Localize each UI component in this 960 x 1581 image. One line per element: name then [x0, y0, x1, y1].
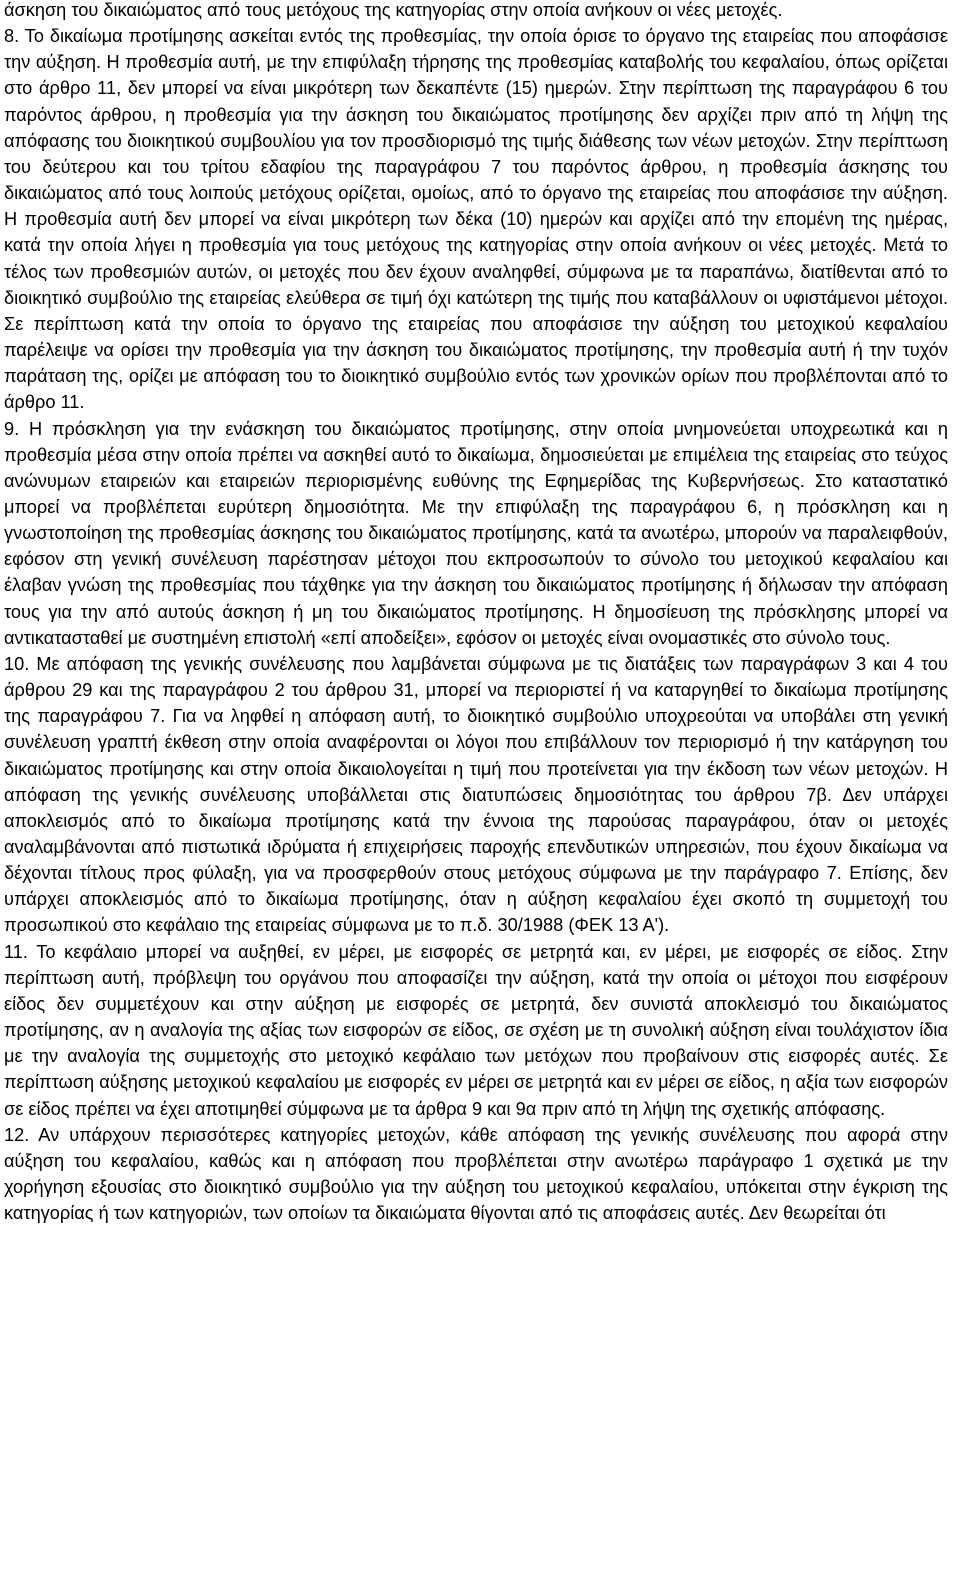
paragraph-7-continuation: άσκηση του δικαιώματος από τους μετόχους της κατηγορίας στην οποία ανήκουν οι νέες μετοχές. [4, 0, 783, 20]
paragraph-11: 11. Το κεφάλαιο μπορεί να αυξηθεί, εν μέρει, με εισφορές σε μετρητά και, εν μέρει, με εισφορές σε είδος. Στην περίπτωση αυτή, πρόβλεψη του οργάνου που αποφασίζει την αύξηση, κατά την οποία οι μέτοχοι που εισφέρουν είδος δεν συμμετέχουν και στην αύξηση με εισφορές σε μετρητά, δεν συνιστά αποκλεισμό του δικαιώματος προτίμησης, αν η αναλογία της αξίας των εισφορών σε είδος, σε σχέση με τη συνολική αύξηση είναι τουλάχιστον ίδια με την αναλογία της συμμετοχής στο μετοχικό κεφάλαιο των μετόχων που προβαίνουν στις εισφορές αυτές. Σε περίπτωση αύξησης μετοχικού κεφαλαίου με εισφορές εν μέρει σε μετρητά και εν μέρει σε είδος, η αξία των εισφορών σε είδος πρέπει να έχει αποτιμηθεί σύμφωνα με τα άρθρα 9 και 9α πριν από τη λήψη της σχετικής απόφασης. [4, 941, 948, 1119]
paragraph-8: 8. Το δικαίωμα προτίμησης ασκείται εντός της προθεσμίας, την οποία όρισε το όργανο της εταιρείας που αποφάσισε την αύξηση. Η προθεσμία αυτή, με την επιφύλαξη τήρησης της προθεσμίας καταβολής του κεφαλαίου, όπως ορίζεται στο άρθρο 11, δεν μπορεί να είναι μικρότερη των δεκαπέντε (15) ημερών. Στην περίπτωση της παραγράφου 6 του παρόντος άρθρου, η προθεσμία για την άσκηση του δικαιώματος προτίμησης δεν αρχίζει πριν από τη λήψη της απόφασης του διοικητικού συμβουλίου για τον προσδιορισμό της τιμής διάθεσης των νέων μετοχών. Στην περίπτωση του δεύτερου και του τρίτου εδαφίου της παραγράφου 7 του παρόντος άρθρου, η προθεσμία άσκησης του δικαιώματος από τους λοιπούς μετόχους ορίζεται, ομοίως, από το όργανο της εταιρείας που αποφάσισε την αύξηση. Η προθεσμία αυτή δεν μπορεί να είναι μικρότερη των δέκα (10) ημερών και αρχίζει από την επομένη της ημέρας, κατά την οποία λήγει η προθεσμία για τους μετόχους της κατηγορίας στην οποία ανήκουν οι νέες μετοχές. Μετά το τέλος των προθεσμιών αυτών, οι μετοχές που δεν έχουν αναληφθεί, σύμφωνα με τα παραπάνω, διατίθενται από το διοικητικό συμβούλιο της εταιρείας ελεύθερα σε τιμή όχι κατώτερη της τιμής που καταβάλλουν οι υφιστάμενοι μέτοχοι. Σε περίπτωση κατά την οποία το όργανο της εταιρείας που αποφάσισε την αύξηση του μετοχικού κεφαλαίου παρέλειψε να ορίσει την προθεσμία για την άσκηση του δικαιώματος προτίμησης, την προθεσμία αυτή ή την τυχόν παράταση της, ορίζει με απόφαση του το διοικητικό συμβούλιο εντός των χρονικών ορίων που προβλέπονται από το άρθρο 11. [4, 26, 948, 413]
paragraph-9: 9. Η πρόσκληση για την ενάσκηση του δικαιώματος προτίμησης, στην οποία μνημονεύεται υποχρεωτικά και η προθεσμία μέσα στην οποία πρέπει να ασκηθεί αυτό το δικαίωμα, δημοσιεύεται με επιμέλεια της εταιρείας στο τεύχος ανώνυμων εταιρειών και εταιρειών περιορισμένης ευθύνης της Εφημερίδας της Κυβερνήσεως. Στο καταστατικό μπορεί να προβλέπεται ευρύτερη δημοσιότητα. Με την επιφύλαξη της παραγράφου 6, η πρόσκληση και η γνωστοποίηση της προθεσμίας άσκησης του δικαιώματος προτίμησης, κατά τα ανωτέρω, μπορούν να παραλειφθούν, εφόσον στη γενική συνέλευση παρέστησαν μέτοχοι που εκπροσωπούν το σύνολο του μετοχικού κεφαλαίου και έλαβαν γνώση της προθεσμίας που τάχθηκε για την άσκηση του δικαιώματος προτίμησης ή δήλωσαν την απόφαση τους για την από αυτούς άσκηση ή μη του δικαιώματος προτίμησης. Η δημοσίευση της πρόσκλησης μπορεί να αντικατασταθεί με συστημένη επιστολή «επί αποδείξει», εφόσον οι μετοχές είναι ονομαστικές στο σύνολο τους. [4, 418, 948, 648]
paragraph-12: 12. Αν υπάρχουν περισσότερες κατηγορίες μετοχών, κάθε απόφαση της γενικής συνέλευσης που αφορά στην αύξηση του κεφαλαίου, καθώς και η απόφαση που προβλέπεται στην ανωτέρω παράγραφο 1 σχετικά με την χορήγηση εξουσίας στο διοικητικό συμβούλιο για την αύξηση του μετοχικού κεφαλαίου, υπόκειται στην έγκριση της κατηγορίας ή των κατηγοριών, των οποίων τα δικαιώματα θίγονται από τις αποφάσεις αυτές. Δεν θεωρείται ότι [4, 1124, 948, 1224]
document-page [4, 0, 948, 1226]
paragraph-10: 10. Με απόφαση της γενικής συνέλευσης που λαμβάνεται σύμφωνα με τις διατάξεις των παραγράφων 3 και 4 του άρθρου 29 και της παραγράφου 2 του άρθρου 31, μπορεί να περιοριστεί ή να καταργηθεί το δικαίωμα προτίμησης της παραγράφου 7. Για να ληφθεί η απόφαση αυτή, το διοικητικό συμβούλιο υποχρεούται να υποβάλει στη γενική συνέλευση γραπτή έκθεση στην οποία αναφέρονται οι λόγοι που επιβάλλουν τον περιορισμό ή την κατάργηση του δικαιώματος προτίμησης και στην οποία δικαιολογείται η τιμή που προτείνεται για την έκδοση των νέων μετοχών. Η απόφαση της γενικής συνέλευσης υποβάλλεται στις διατυπώσεις δημοσιότητας του άρθρου 7β. Δεν υπάρχει αποκλεισμός από το δικαίωμα προτίμησης κατά την έννοια της παρούσας παραγράφου, όταν οι μετοχές αναλαμβάνονται από πιστωτικά ιδρύματα ή επιχειρήσεις παροχής επενδυτικών υπηρεσιών, που έχουν δικαίωμα να δέχονται τίτλους προς φύλαξη, για να προσφερθούν στους μετόχους σύμφωνα με την παράγραφο 7. Επίσης, δεν υπάρχει αποκλεισμός από το δικαίωμα προτίμησης, όταν η αύξηση κεφαλαίου έχει σκοπό τη συμμετοχή του προσωπικού στο κεφάλαιο της εταιρείας σύμφωνα με το π.δ. 30/1988 (ΦΕΚ 13 Α'). [4, 653, 948, 936]
